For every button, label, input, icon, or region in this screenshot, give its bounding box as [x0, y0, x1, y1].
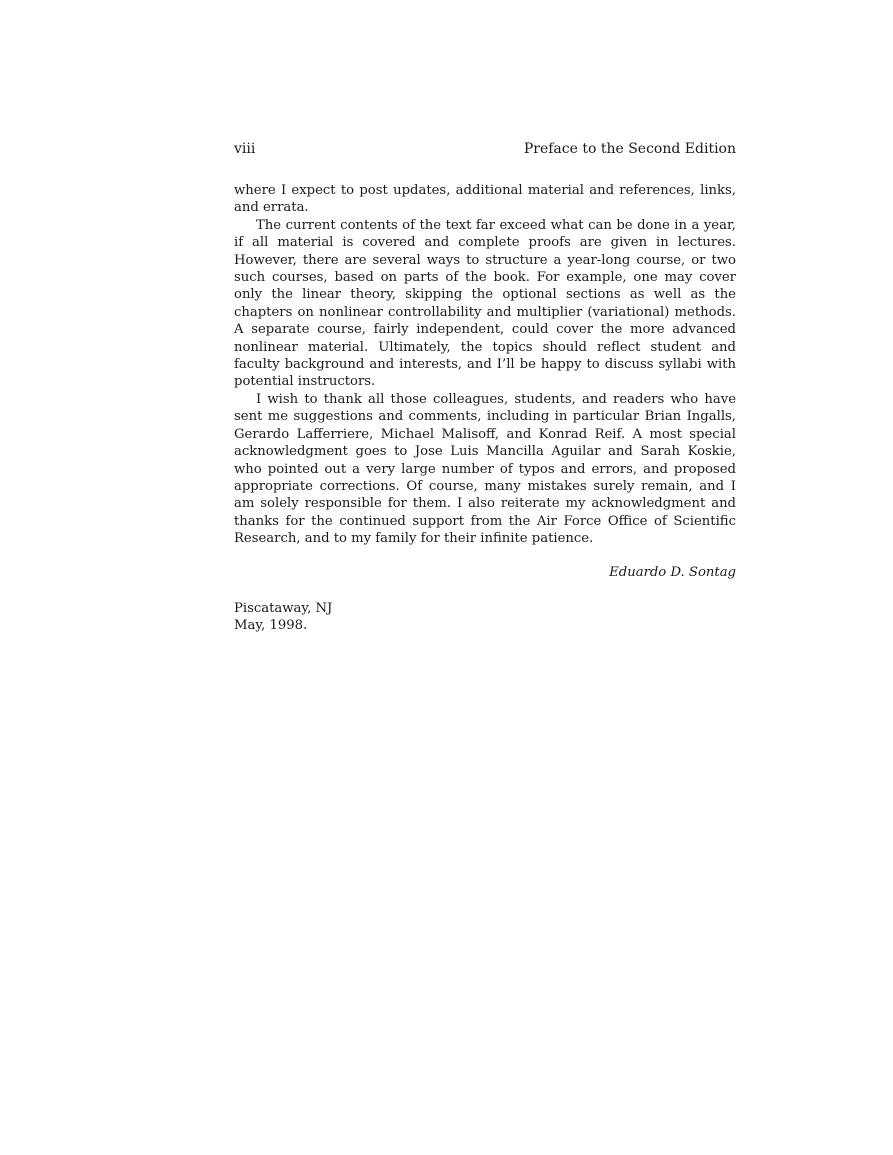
paragraph-acknowledgments: I wish to thank all those colleagues, students, and readers who have sent me suggestions and comments, including in particular Brian Ingalls, Gerardo Lafferriere, Michael Malisoff, and Konrad Reif. A most special acknowledgment goes to Jose Luis Mancilla Aguilar and Sarah Koskie, who pointed out a very large number of typos and errors, and proposed appropriate corrections. Of course, many mistakes surely remain, and I am solely responsible for them. I also reiterate my acknowledgment and thanks for the continued support from the Air Force Office of Scientific Research, and to my family for their infinite patience. — [234, 391, 736, 547]
date: May, 1998. — [234, 618, 308, 634]
preface-body — [234, 182, 736, 548]
place: Piscataway, NJ — [234, 600, 333, 616]
paragraph-course-structure: The current contents of the text far exceed what can be done in a year, if all material is covered and complete proofs are given in lectures. However, there are several ways to structure a year-long course, or two such courses, based on parts of the book. For example, one may cover only the linear theory, skipping the optional sections as well as the chapters on nonlinear controllability and multiplier (variational) methods. A separate course, fairly independent, could cover the more advanced nonlinear material. Ultimately, the topics should reflect student and faculty background and interests, and I’ll be happy to discuss syllabi with potential instructors. — [234, 217, 736, 390]
running-title: Preface to the Second Edition — [523, 141, 736, 157]
place-and-date — [234, 600, 736, 635]
paragraph-continuation: where I expect to post updates, additional material and references, links, and errata. — [234, 183, 736, 216]
book-page — [234, 140, 736, 635]
running-header — [234, 140, 736, 158]
author-signature: Eduardo D. Sontag — [609, 564, 736, 580]
page-number: viii — [234, 141, 256, 157]
